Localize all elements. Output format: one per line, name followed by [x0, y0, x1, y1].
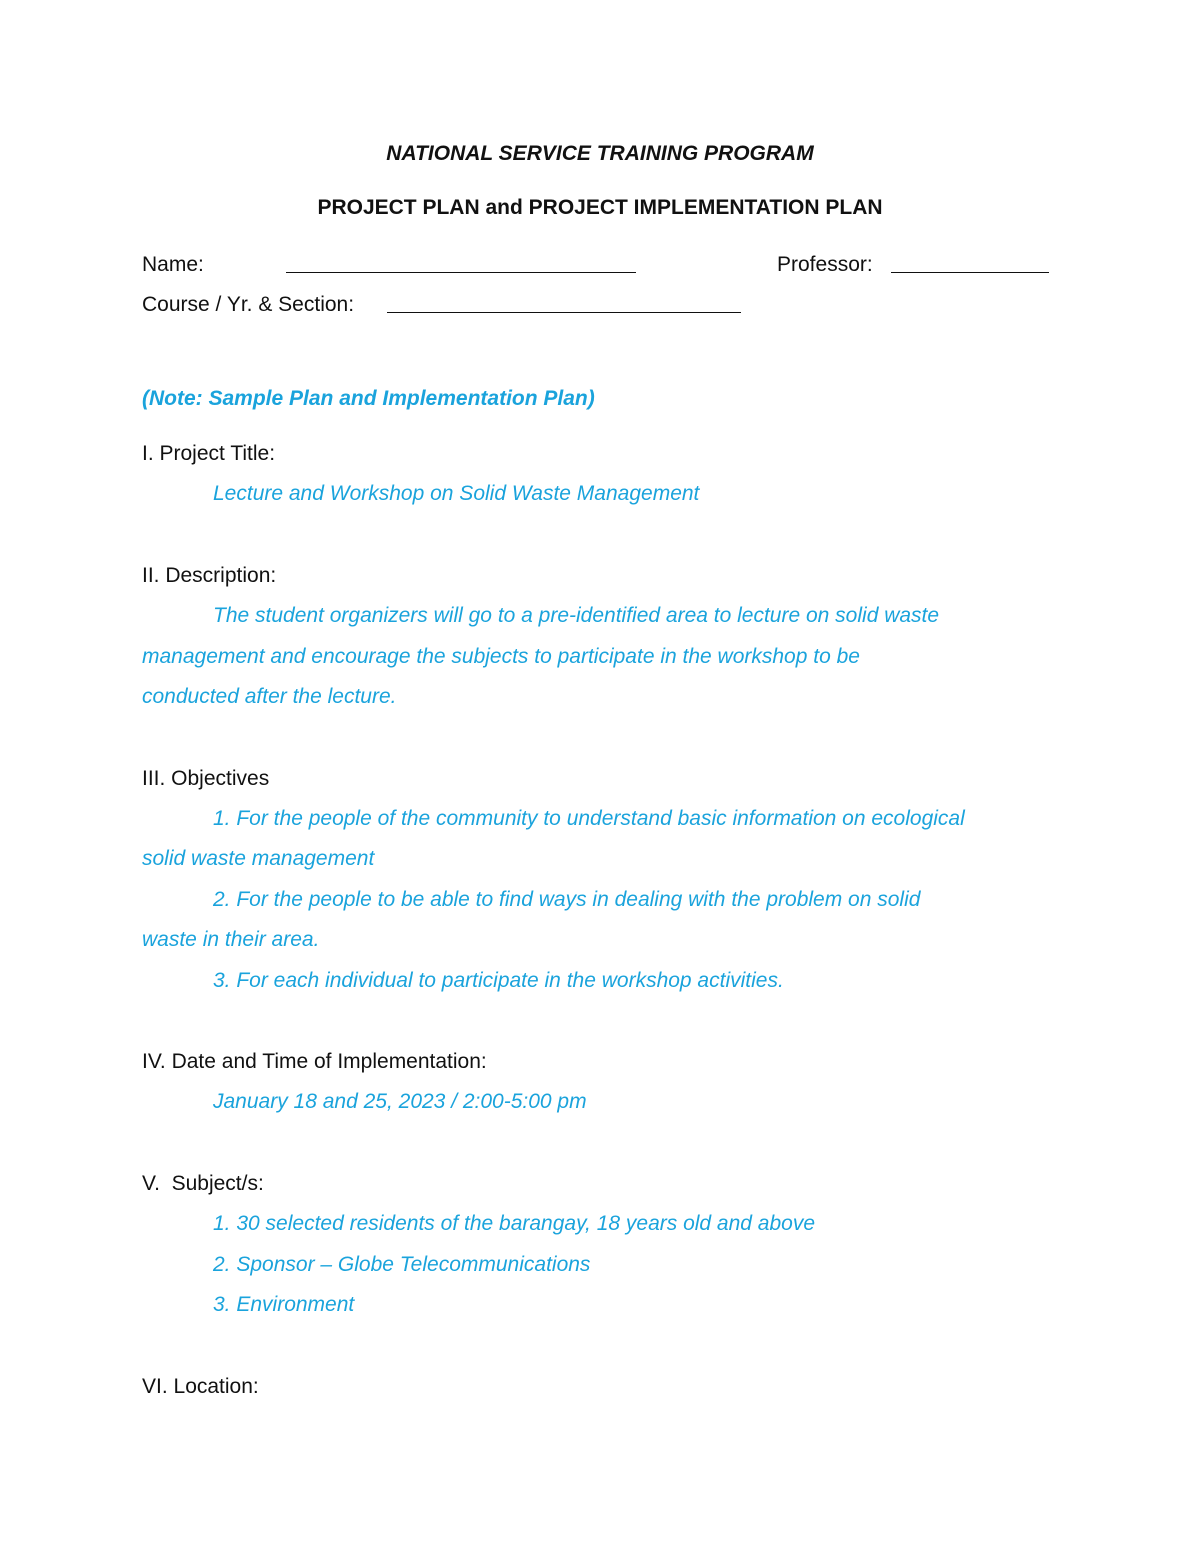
description-line: The student organizers will go to a pre-identified area to lecture on solid waste	[213, 604, 940, 627]
subject-item: 1. 30 selected residents of the barangay, 18 years old and above	[213, 1212, 816, 1235]
sample-note: (Note: Sample Plan and Implementation Plan)	[142, 387, 595, 410]
name-blank[interactable]	[286, 252, 636, 273]
professor-label: Professor:	[777, 253, 873, 276]
description-line: management and encourage the subjects to participate in the workshop to be	[142, 645, 860, 668]
objective-line: waste in their area.	[142, 928, 320, 951]
objective-line: 3. For each individual to participate in the workshop activities.	[213, 969, 784, 992]
program-title: NATIONAL SERVICE TRAINING PROGRAM	[386, 142, 814, 165]
section-heading-subjects: V. Subject/s:	[142, 1172, 264, 1195]
section-heading-title: I. Project Title:	[142, 442, 276, 465]
course-label: Course / Yr. & Section:	[142, 293, 355, 316]
course-blank[interactable]	[387, 292, 741, 313]
section-heading-location: VI. Location:	[142, 1375, 259, 1398]
subject-item: 2. Sponsor – Globe Telecommunications	[213, 1253, 591, 1276]
implementation-date: January 18 and 25, 2023 / 2:00-5:00 pm	[213, 1090, 587, 1113]
name-label: Name:	[142, 253, 204, 276]
section-heading-date: IV. Date and Time of Implementation:	[142, 1050, 487, 1073]
objective-line: 2. For the people to be able to find ways in dealing with the problem on solid	[213, 888, 921, 911]
plan-title: PROJECT PLAN and PROJECT IMPLEMENTATION PLAN	[317, 196, 883, 219]
professor-blank[interactable]	[891, 252, 1049, 273]
section-heading-description: II. Description:	[142, 564, 277, 587]
description-line: conducted after the lecture.	[142, 685, 397, 708]
project-title-value: Lecture and Workshop on Solid Waste Management	[213, 482, 700, 505]
subject-item: 3. Environment	[213, 1293, 355, 1316]
objective-line: 1. For the people of the community to understand basic information on ecological	[213, 807, 965, 830]
objective-line: solid waste management	[142, 847, 375, 870]
section-heading-objectives: III. Objectives	[142, 767, 270, 790]
